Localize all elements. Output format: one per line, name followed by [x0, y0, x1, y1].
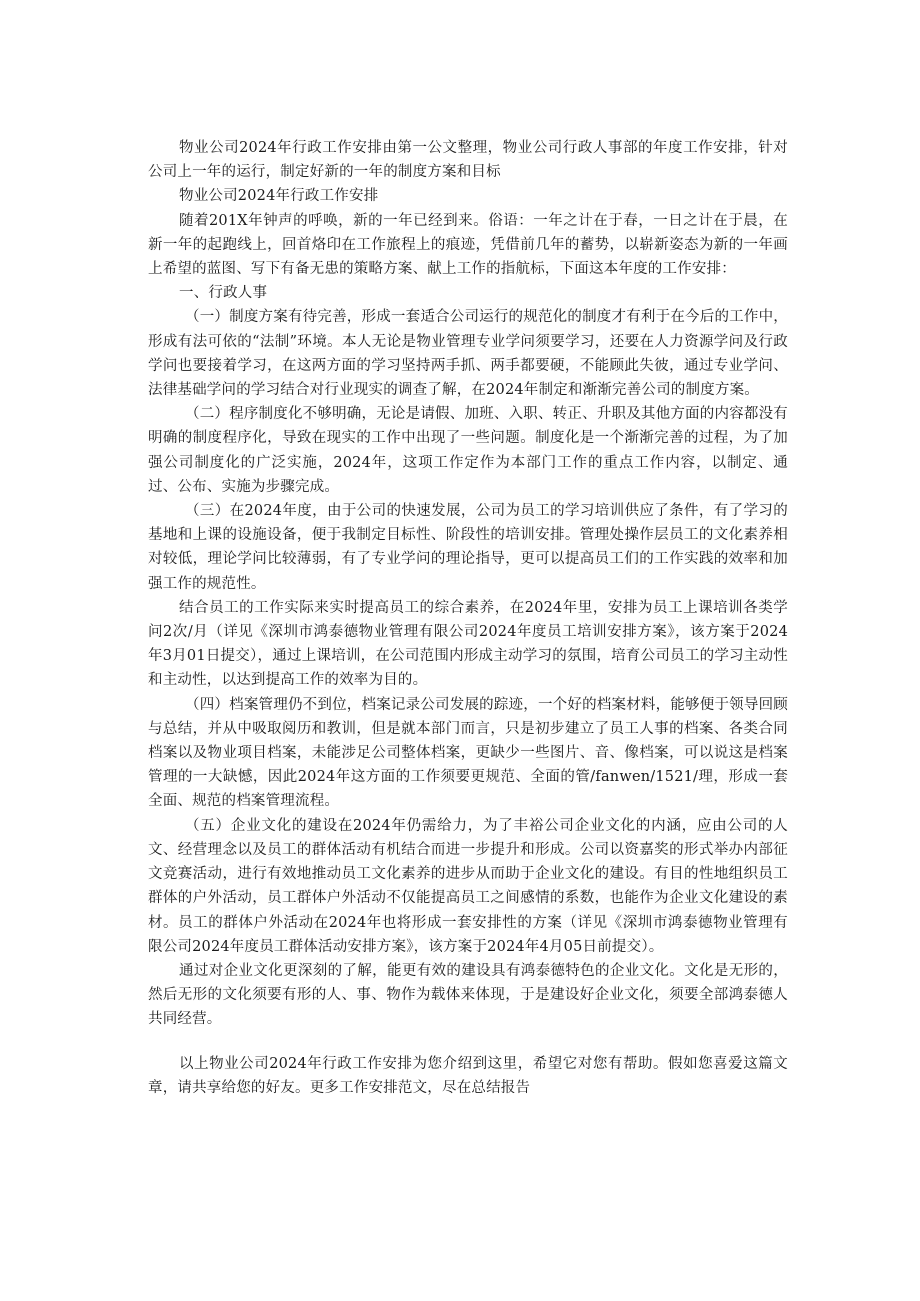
intro-paragraph: 物业公司2024年行政工作安排由第一公文整理，物业公司行政人事部的年度工作安排，针对公司上一年的运行，制定好新的一年的制度方案和目标 [148, 140, 788, 181]
spacer [148, 1032, 788, 1052]
paragraph-3b: 结合员工的工作实际来实时提高员工的综合素养，在2024年里，安排为员工上课培训各类学问2次/月（详见《深圳市鸿泰德物业管理有限公司2024年度员工培训安排方案》，该方案于2024年3月01日提交），通过上课培训，在公司范围内形成主动学习的氛围，培育公司员工的学习主动性和主动性，以达到提高工作的效率为目的。 [148, 599, 788, 689]
paragraph-2: （二）程序制度化不够明确，无论是请假、加班、入职、转正、升职及其他方面的内容都没有明确的制度程序化，导致在现实的工作中出现了一些问题。制度化是一个渐渐完善的过程，为了加强公司制度化的广泛实施，2024年，这项工作定作为本部门工作的重点工作内容，以制定、通过、公布、实施为步骤完成。 [148, 406, 788, 495]
paragraph-4: （四）档案管理仍不到位，档案记录公司发展的踪迹，一个好的档案材料，能够便于领导回顾与总结，并从中吸取阅历和教训，但是就本部门而言，只是初步建立了员工人事的档案、各类合同档案以及物业项目档案，未能涉足公司整体档案，更缺少一些图片、音、像档案，可以说这是档案管理的一大缺憾，因此2024年这方面的工作须要更规范、全面的管/fanwen/1521/理，形成一套全面、规范的档案管理流程。 [148, 696, 788, 810]
opening-paragraph: 随着201X年钟声的呼唤，新的一年已经到来。俗语：一年之计在于春，一日之计在于晨，在新一年的起跑线上，回首烙印在工作旅程上的痕迹，凭借前几年的蓄势，以崭新姿态为新的一年画上希望的蓝图、写下有备无患的策略方案、献上工作的指航标，下面这本年度的工作安排： [148, 212, 788, 278]
closing-paragraph: 以上物业公司2024年行政工作安排为您介绍到这里，希望它对您有帮助。假如您喜爱这篇文章，请共享给您的好友。更多工作安排范文，尽在总结报告 [148, 1055, 788, 1096]
paragraph-3: （三）在2024年度，由于公司的快速发展，公司为员工的学习培训供应了条件，有了学习的基地和上课的设施设备，便于我制定目标性、阶段性的培训安排。管理处操作层员工的文化素养相对较低，理论学问比较薄弱，有了专业学问的理论指导，更可以提高员工们的工作实践的效率和加强工作的规范性。 [148, 503, 788, 592]
paragraph-6: 通过对企业文化更深刻的了解，能更有效的建设具有鸿泰德特色的企业文化。文化是无形的，然后无形的文化须要有形的人、事、物作为载体来体现，于是建设好企业文化，须要全部鸿泰德人共同经营。 [148, 962, 788, 1028]
document-title: 物业公司2024年行政工作安排 [179, 188, 379, 205]
document-page [148, 136, 788, 1100]
paragraph-1: （一）制度方案有待完善，形成一套适合公司运行的规范化的制度才有利于在今后的工作中，形成有法可依的“法制”环境。本人无论是物业管理专业学问须要学习，还要在人力资源学问及行政学问也要接着学习，在这两方面的学习坚持两手抓、两手都要硬，不能顾此失彼，通过专业学问、法律基础学问的学习结合对行业现实的调查了解，在2024年制定和渐渐完善公司的制度方案。 [148, 309, 788, 399]
section-heading: 一、行政人事 [179, 285, 268, 302]
paragraph-5: （五）企业文化的建设在2024年仍需给力，为了丰裕公司企业文化的内涵，应由公司的人文、经营理念以及员工的群体活动有机结合而进一步提升和形成。公司以资嘉奖的形式举办内部征文竞赛活动，进行有效地推动员工文化素养的进步从而助于企业文化的建设。有目的性地组织员工群体的户外活动，员工群体户外活动不仅能提高员工之间感情的系数，也能作为企业文化建设的素材。员工的群体户外活动在2024年也将形成一套安排性的方案（详见《深圳市鸿泰德物业管理有限公司2024年度员工群体活动安排方案》，该方案于2024年4月05日前提交）。 [148, 817, 788, 955]
